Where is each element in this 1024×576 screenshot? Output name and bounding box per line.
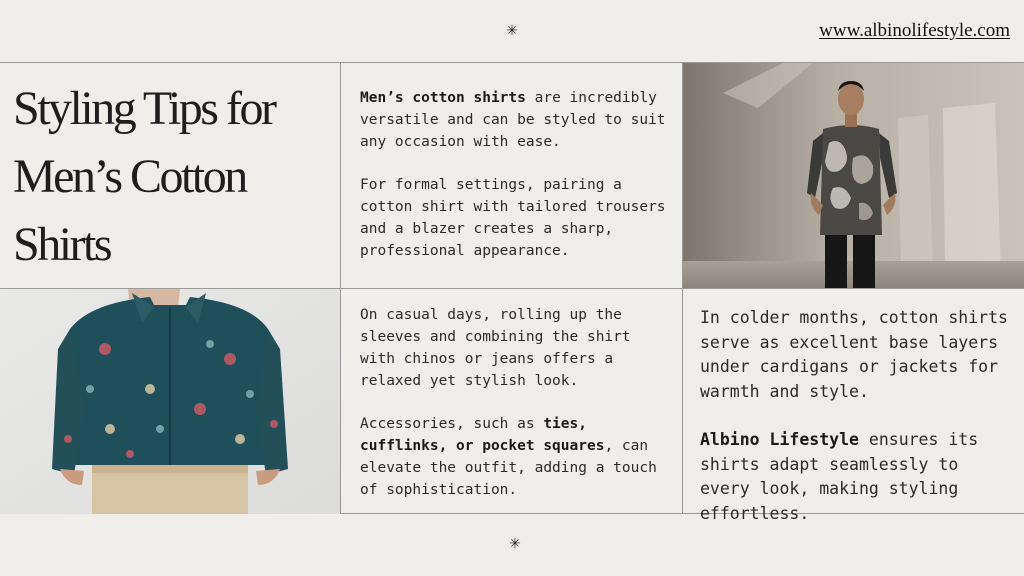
casual-text-cell <box>341 289 683 514</box>
title-line-3: Shirts <box>13 218 111 271</box>
intro-bold: Men’s cotton shirts <box>360 90 526 106</box>
model-photo-printed-shirt <box>683 63 1024 289</box>
brand-paragraph <box>700 428 1015 526</box>
title-line-2: Men’s Cotton <box>13 150 246 203</box>
intro-paragraph <box>360 87 670 153</box>
layering-paragraph: In colder months, cotton shirts serve as excellent base layers under cardigans or jackets for warmth and style. <box>700 308 1008 401</box>
asterisk-top-icon: ✳ <box>506 23 518 39</box>
intro-rest: are incredibly versatile and can be styled to suit any occasion with ease. <box>360 90 666 150</box>
accessories-paragraph <box>360 413 670 501</box>
title-line-1: Styling Tips for <box>13 82 275 135</box>
asterisk-bottom-icon: ✳ <box>509 536 521 552</box>
content-grid <box>0 62 1024 523</box>
intro-text-cell <box>341 63 683 289</box>
accessories-bold: ties, cufflinks, or pocket squares <box>360 416 605 454</box>
brand-rest: ensures its shirts adapt seamlessly to every look, making styling effortless. <box>700 430 979 523</box>
model-photo-teal-shirt <box>0 289 341 514</box>
formal-paragraph: For formal settings, pairing a cotton shirt with tailored trousers and a blazer creates a sharp, professional appearance. <box>360 177 666 259</box>
website-link[interactable]: www.albinolifestyle.com <box>819 20 1010 41</box>
brand-name: Albino Lifestyle <box>700 430 859 449</box>
layering-text-cell <box>683 289 1024 523</box>
accessories-start: Accessories, such as <box>360 416 544 432</box>
accessories-end: , can elevate the outfit, adding a touch of sophistication. <box>360 438 657 498</box>
page-title <box>13 75 333 279</box>
casual-paragraph: On casual days, rolling up the sleeves and combining the shirt with chinos or jeans offers a relaxed yet stylish look. <box>360 307 631 389</box>
title-cell <box>0 63 341 289</box>
